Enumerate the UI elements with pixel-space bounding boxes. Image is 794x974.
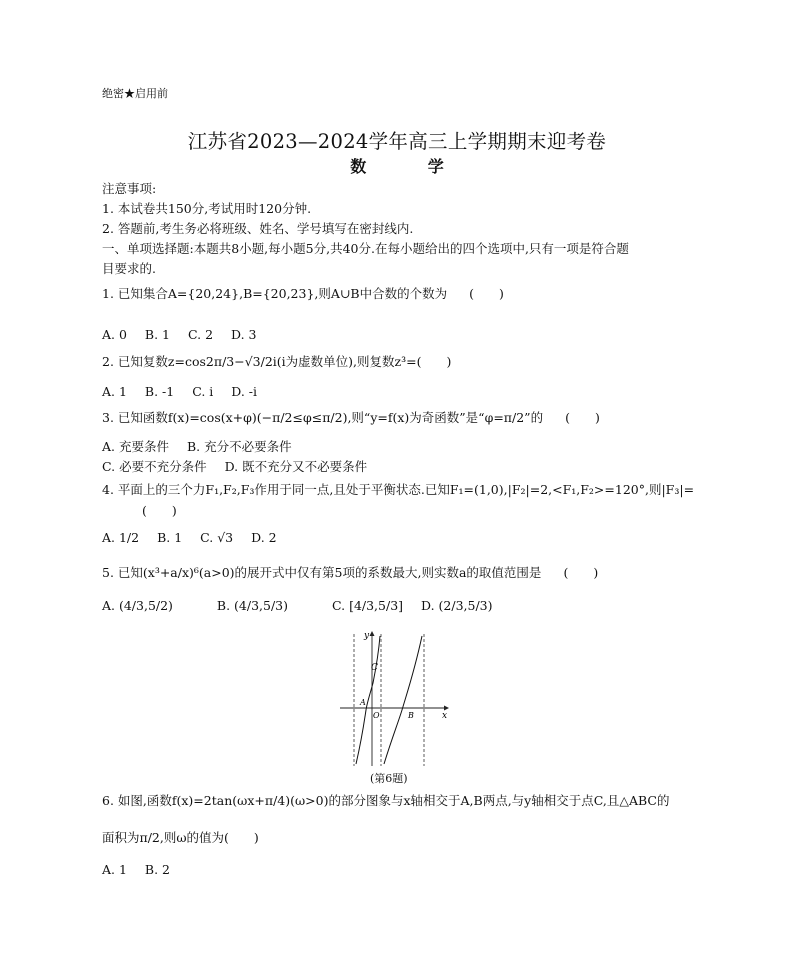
question-1-options xyxy=(102,327,271,343)
option-d: D. 既不充分又不必要条件 xyxy=(224,459,368,474)
answer-paren: ( ) xyxy=(469,286,504,301)
point-label-b: B xyxy=(408,711,414,720)
option-d: D. 2 xyxy=(251,530,277,545)
secret-label: 绝密★启用前 xyxy=(102,87,168,100)
point-label-a: A xyxy=(360,698,366,707)
answer-paren: ( ) xyxy=(563,565,599,580)
question-3-options-cd xyxy=(102,459,381,475)
option-b: B. 1 xyxy=(157,530,183,545)
question-6-options xyxy=(102,862,184,878)
option-b: B. 充分不必要条件 xyxy=(186,439,292,454)
answer-paren: ( ) xyxy=(565,410,600,425)
option-a: A. 0 xyxy=(102,327,127,342)
option-c: C. 必要不充分条件 xyxy=(102,459,207,474)
option-c: C. [4/3,5/3] xyxy=(332,598,404,613)
option-b: B. 2 xyxy=(144,862,171,877)
option-b: B. -1 xyxy=(144,384,175,399)
question-2 xyxy=(102,354,451,370)
option-a: A. 充要条件 xyxy=(102,439,169,454)
y-axis-label: y xyxy=(364,631,370,641)
option-c: C. √3 xyxy=(200,530,234,545)
question-4-options xyxy=(102,530,291,546)
option-a: A. 1 xyxy=(102,384,127,399)
option-c: C. 2 xyxy=(188,327,214,342)
section-intro: 一、单项选择题:本题共8小题,每小题5分,共40分.在每小题给出的四个选项中,只有一项是符合题 xyxy=(102,241,629,256)
section-intro: 目要求的. xyxy=(102,261,156,276)
question-6 xyxy=(102,793,669,809)
question-4 xyxy=(102,482,694,498)
point-label-c: C xyxy=(371,663,378,673)
y-axis-arrow xyxy=(370,631,375,636)
question-2-options xyxy=(102,384,271,400)
question-stem: 6. 如图,函数f(x)=2tan(ωx+π/4)(ω>0)的部分图象与x轴相交于A,B两点,与y轴相交于点C,且△ABC的 xyxy=(102,793,670,808)
tan-curve-branch xyxy=(384,636,422,764)
option-b: B. (4/3,5/3) xyxy=(216,598,289,613)
notes-heading: 注意事项: xyxy=(102,181,157,196)
option-a: A. 1 xyxy=(102,862,127,877)
exam-subject: 数 学 xyxy=(350,157,472,176)
tan-graph-figure xyxy=(336,628,460,768)
question-stem: 3. 已知函数f(x)=cos(x+φ)(−π/2≤φ≤π/2),则“y=f(x)为奇函数”是“φ=π/2”的 xyxy=(102,410,544,425)
option-a: A. (4/3,5/2) xyxy=(102,598,173,613)
question-stem: 1. 已知集合A={20,24},B={20,23},则A∪B中合数的个数为 xyxy=(102,286,448,301)
figure-caption: (第6题) xyxy=(370,772,408,785)
question-3 xyxy=(102,410,600,426)
x-axis-label: x xyxy=(442,711,448,721)
origin-label: O xyxy=(373,711,380,720)
option-c: C. i xyxy=(192,384,214,399)
question-stem: 5. 已知(x³+a/x)⁶(a>0)的展开式中仅有第5项的系数最大,则实数a的取值范围是 xyxy=(102,565,542,580)
exam-title: 江苏省2023—2024学年高三上学期期末迎考卷 xyxy=(187,130,607,153)
option-a: A. 1/2 xyxy=(102,530,140,545)
note-item: 1. 本试卷共150分,考试用时120分钟. xyxy=(102,201,312,216)
x-axis-arrow xyxy=(444,706,449,711)
option-d: D. 3 xyxy=(231,327,257,342)
question-stem: 4. 平面上的三个力F₁,F₂,F₃作用于同一点,且处于平衡状态.已知F₁=(1,0),|F₂|=2,<F₁,F₂>=120°,则|F₃|= xyxy=(102,482,695,497)
question-5 xyxy=(102,565,598,581)
option-d: D. (2/3,5/3) xyxy=(421,598,493,613)
question-6-stem-cont: 面积为π/2,则ω的值为( ) xyxy=(102,830,259,845)
question-1 xyxy=(102,286,504,302)
answer-paren: ( ) xyxy=(142,503,177,518)
question-5-options xyxy=(102,598,507,614)
option-b: B. 1 xyxy=(144,327,171,342)
option-d: D. -i xyxy=(231,384,258,399)
question-3-options-ab xyxy=(102,439,306,455)
note-item: 2. 答题前,考生务必将班级、姓名、学号填写在密封线内. xyxy=(102,221,414,236)
question-stem: 2. 已知复数z=cos2π/3−√3/2i(i为虚数单位),则复数z³=( ) xyxy=(102,354,452,369)
